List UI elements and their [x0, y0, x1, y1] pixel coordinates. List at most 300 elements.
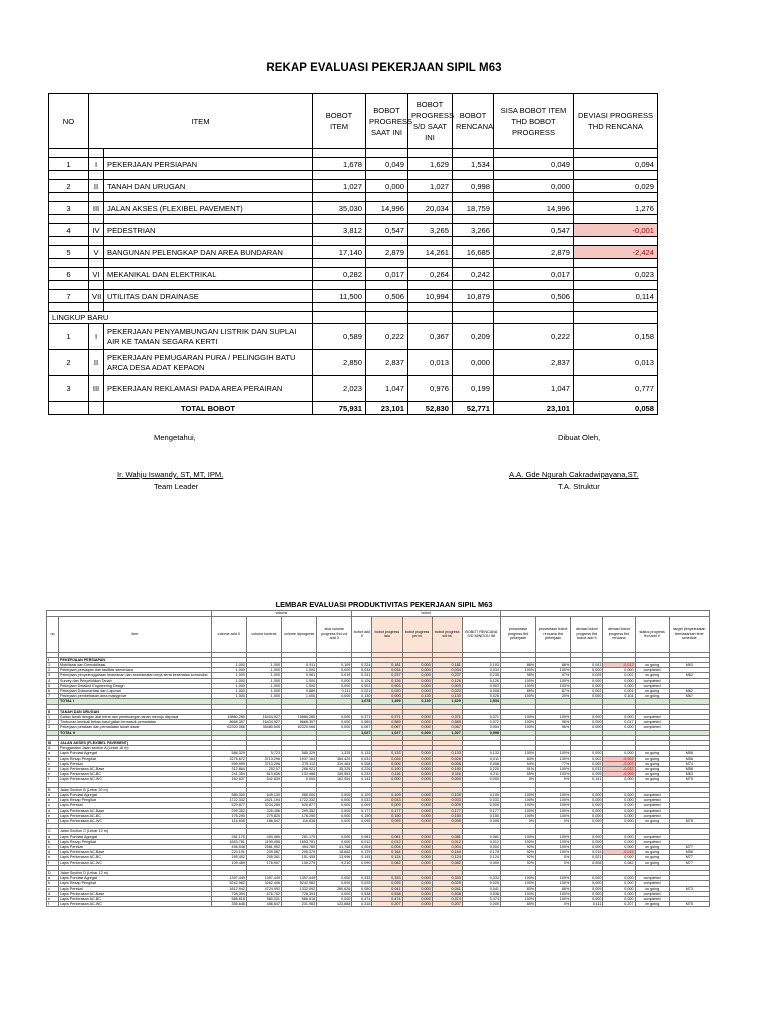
evap-cell: 0,008 — [462, 689, 500, 694]
spacer-cell — [453, 193, 494, 202]
evap-item: Jalan Section B (Lebar 20 m) — [59, 787, 212, 792]
evap-cell: 0,000 — [402, 662, 432, 667]
evap-cell: 2581,992 — [246, 845, 281, 850]
evap-cell: 0,000 — [603, 793, 635, 798]
total-sisa: 23,101 — [494, 402, 574, 415]
evap-cell: 0,000 — [317, 876, 352, 881]
evap-cell: 585,329 — [282, 751, 317, 756]
evap-cell: 0,082 — [432, 860, 462, 865]
evap-cell: 1,027 — [372, 730, 402, 735]
row-item: UTILITAS DAN DRAINASE — [104, 290, 313, 303]
evap-cell: 0,000 — [603, 876, 635, 881]
evap-header: sisa volume progress thd vol add II — [317, 616, 352, 652]
evap-cell: 286,921 — [282, 767, 317, 772]
evap-cell: 0,130 — [402, 694, 432, 699]
evap-cell: 0,181 — [372, 662, 402, 667]
spacer-cell — [408, 281, 453, 290]
cell-rencana: 0,199 — [453, 376, 494, 402]
evap-item: Lapis Perekat — [59, 803, 212, 808]
header-bobot-item: BOBOT ITEM — [313, 94, 366, 149]
spacer-cell — [89, 171, 104, 180]
cell-bobot-item: 17,140 — [313, 246, 366, 259]
row-item: JALAN AKSES (FLEXIBEL PAVEMENT) — [104, 202, 313, 215]
evap-cell: 0,009 — [462, 803, 500, 808]
evap-cell: 0,000 — [462, 902, 500, 907]
evap-cell: 1332,092 — [282, 886, 317, 891]
spacer-cell — [366, 171, 408, 180]
evap-cell: 0,033 — [352, 798, 372, 803]
spacer-cell — [574, 193, 658, 202]
cell-progress-sd: 10,994 — [408, 290, 453, 303]
evap-cell: 1,000 — [282, 668, 317, 673]
evap-cell: 1653,781 — [282, 839, 317, 844]
cell-progress-sd: 0,264 — [408, 268, 453, 281]
evap-header: bobot progress per ini — [402, 616, 432, 652]
evap-cell: 589,000 — [211, 793, 246, 798]
evap-cell: 0,124 — [432, 855, 462, 860]
spacer-cell — [408, 237, 453, 246]
cell-rencana: 1,534 — [453, 158, 494, 171]
header-item: ITEM — [89, 94, 313, 149]
evap-cell: 100% — [500, 813, 535, 818]
evap-status: on going — [635, 845, 669, 850]
evap-cell: 0,000 — [603, 819, 635, 824]
row-roman: II — [89, 350, 104, 376]
header-bobot-rencana: BOBOT RENCANA — [453, 94, 494, 149]
evap-item: Mobilisasi dan Demobilisasi — [59, 662, 212, 667]
evap-no: A — [47, 746, 59, 751]
evap-cell: 0,034 — [372, 668, 402, 673]
evap-cell: 0,233 — [352, 772, 372, 777]
evap-cell: 0,000 — [603, 808, 635, 813]
evap-cell: 9,210 — [317, 860, 352, 865]
evap-header: prosentase bobot rencana thd pekerjaan — [536, 616, 571, 652]
evap-item: Lapis Perkerasan AC-WC — [59, 902, 212, 907]
evap-cell: 0,000 — [402, 756, 432, 761]
evap-cell: 299,352 — [211, 808, 246, 813]
evap-cell: 0,000 — [432, 777, 462, 782]
evap-cell: 0,000 — [402, 850, 432, 855]
evap-status: completed — [635, 891, 669, 896]
evap-cell: 0% — [536, 819, 571, 824]
evap-no: f — [47, 902, 59, 907]
evap-cell: 0,237 — [432, 673, 462, 678]
spacer-cell — [494, 237, 574, 246]
evap-cell: 0,050 — [352, 886, 372, 891]
evap-cell: 0% — [536, 855, 571, 860]
empty-cell — [89, 402, 104, 415]
evap-cell: 0,000 — [402, 678, 432, 683]
evap-cell: 252,57 — [246, 767, 281, 772]
evap-cell: 0,000 — [603, 798, 635, 803]
evap-cell: 0,067 — [372, 725, 402, 730]
evap-item: Lapis Perekat — [59, 886, 212, 891]
evap-cell: 0,000 — [402, 673, 432, 678]
evap-cell: 132,488 — [282, 772, 317, 777]
evap-cell: 186,547 — [246, 819, 281, 824]
evap-target: M62 — [669, 689, 709, 694]
evap-cell: 1,000 — [246, 662, 281, 667]
cell-progress: 2,879 — [366, 246, 408, 259]
evap-cell: 2276,672 — [211, 756, 246, 761]
evap-cell: 77% — [536, 761, 571, 766]
evap-cell: 100% — [536, 683, 571, 688]
evap-cell: 0,111 — [317, 689, 352, 694]
spacer-cell — [104, 303, 313, 312]
evap-cell: 0,000 — [603, 891, 635, 896]
evap-cell: 0,033 — [571, 767, 603, 772]
total-bobot-item: 75,931 — [313, 402, 366, 415]
evap-cell: 83% — [500, 886, 535, 891]
evap-cell: 0,000 — [282, 777, 317, 782]
evap-no: c — [47, 761, 59, 766]
evap-cell: 116,838 — [211, 819, 246, 824]
evap-status: on going — [635, 761, 669, 766]
evap-cell: 0,474 — [432, 897, 462, 902]
evap-cell: 1,000 — [211, 673, 246, 678]
evap-no: d — [47, 808, 59, 813]
evap-status: on going — [635, 756, 669, 761]
evap-cell: 0,911 — [282, 662, 317, 667]
evap-no: I — [47, 657, 59, 662]
evap-cell: 0,104 — [603, 694, 635, 699]
evap-no: e — [47, 772, 59, 777]
evap-target: M73 — [669, 886, 709, 891]
spacer-cell — [453, 237, 494, 246]
evap-no: a — [47, 834, 59, 839]
evap-cell: 0,000 — [402, 668, 432, 673]
evap-cell: 100% — [536, 808, 571, 813]
evap-cell: 0,109 — [462, 793, 500, 798]
evap-cell: 0,226 — [352, 767, 372, 772]
cell-bobot-item: 2,850 — [313, 350, 366, 376]
spacer-cell — [366, 149, 408, 158]
spacer-cell — [408, 193, 453, 202]
evap-cell: 0,000 — [402, 813, 432, 818]
cell-bobot-item: 1,027 — [313, 180, 366, 193]
evap-cell: 54% — [500, 761, 535, 766]
evap-cell: 0,000 — [571, 803, 603, 808]
evap-cell: 100% — [500, 683, 535, 688]
evap-header: volume diprogress — [282, 616, 317, 652]
spacer-cell — [104, 215, 313, 224]
evap-cell: 0,004 — [372, 845, 402, 850]
evap-cell: 295,361 — [246, 855, 281, 860]
cell-sisa: 0,049 — [494, 158, 574, 171]
evap-cell: 0,000 — [402, 881, 432, 886]
evap-no: f — [47, 819, 59, 824]
spacer-cell — [104, 171, 313, 180]
evap-cell: 100% — [500, 881, 535, 886]
spacer-cell — [89, 193, 104, 202]
evap-item: Penggantian Jalan section A (Lebar 16 m) — [59, 746, 212, 751]
evap-cell: 15880,280 — [211, 715, 246, 720]
evap-cell: 0,133 — [372, 751, 402, 756]
empty-cell — [366, 312, 408, 324]
evap-cell: 0,000 — [603, 683, 635, 688]
spacer-cell — [49, 215, 89, 224]
cell-sisa: 0,547 — [494, 224, 574, 237]
evap-cell: 0,012 — [432, 839, 462, 844]
evap-cell: 0,020 — [432, 689, 462, 694]
row-item: PEDESTRIAN — [104, 224, 313, 237]
evap-cell: 0,141 — [571, 777, 603, 782]
cell-progress: 0,017 — [366, 268, 408, 281]
evap-status: completed — [635, 876, 669, 881]
evap-cell: 0,000 — [603, 897, 635, 902]
evap-cell: 205,379 — [282, 850, 317, 855]
evap-cell: 20% — [536, 694, 571, 699]
evap-cell: 0,000 — [372, 694, 402, 699]
evap-cell: 100% — [536, 850, 571, 855]
evap-status: completed — [635, 798, 669, 803]
cell-deviasi: 0,029 — [574, 180, 658, 193]
evap-target: M62 — [669, 673, 709, 678]
evap-cell: 0,474 — [372, 897, 402, 902]
evap-cell: 0,000 — [317, 834, 352, 839]
evap-cell: 1612,942 — [211, 886, 246, 891]
evap-cell: 0,000 — [317, 813, 352, 818]
cell-rencana: 0,209 — [453, 324, 494, 350]
evap-cell: 100% — [500, 720, 535, 725]
evap-item: Pekerjaan penyelenggaraan keamanan dan keselamatan kerja serta kesehatan konstruksi — [59, 673, 212, 678]
evap-cell: 364,429 — [317, 756, 352, 761]
evap-cell: 0,000 — [571, 798, 603, 803]
spacer-cell — [453, 259, 494, 268]
evap-cell: 109,553 — [317, 772, 352, 777]
evap-cell: 0,000 — [462, 777, 500, 782]
sheet2-title: LEMBAR EVALUASI PRODUKTIVITAS PEKERJAAN SIPIL M63 — [275, 600, 493, 609]
evap-cell: 0,000 — [317, 819, 352, 824]
spacer-row — [49, 215, 658, 224]
evap-cell: 0,000 — [317, 720, 352, 725]
evap-cell: 649,130 — [246, 793, 281, 798]
evap-cell: 0,000 — [317, 725, 352, 730]
evap-cell: 1190,496 — [246, 839, 281, 844]
spacer-cell — [313, 237, 366, 246]
evap-cell: 589,000 — [282, 793, 317, 798]
evap-item: Pekerjaan pembebasan area masygrove — [59, 694, 212, 699]
evap-status: completed — [635, 678, 669, 683]
evap-cell: 176,290 — [282, 813, 317, 818]
evap-status: on going — [635, 860, 669, 865]
cell-progress: 1,047 — [366, 376, 408, 402]
evap-cell: 0,000 — [571, 819, 603, 824]
evap-cell: -0,003 — [603, 761, 635, 766]
row-roman: II — [89, 180, 104, 193]
total-progress-sd: 52,830 — [408, 402, 453, 415]
evap-cell: 0,164 — [432, 850, 462, 855]
evap-status: on going — [635, 662, 669, 667]
evap-cell: 0,000 — [402, 761, 432, 766]
evap-cell: 0,000 — [571, 751, 603, 756]
evap-cell: 1653,781 — [211, 839, 246, 844]
cell-bobot-item: 35,030 — [313, 202, 366, 215]
evap-cell: 0,000 — [372, 777, 402, 782]
evap-cell: 0,000 — [571, 808, 603, 813]
evap-item: Lapis Perekat — [59, 761, 212, 766]
evap-cell: 100% — [500, 793, 535, 798]
evap-no: c — [47, 886, 59, 891]
evap-cell: 1,000 — [246, 694, 281, 699]
evap-cell: 0,889 — [282, 689, 317, 694]
evap-cell: 100,279 — [282, 860, 317, 865]
lingkup-label: LINGKUP BARU — [49, 312, 313, 324]
evap-no: D — [47, 871, 59, 876]
spacer-cell — [89, 303, 104, 312]
evap-cell: 0,041 — [432, 886, 462, 891]
evap-cell: 319,464 — [317, 761, 352, 766]
evap-cell: 0,067 — [352, 725, 372, 730]
evap-cell: 0,025 — [352, 881, 372, 886]
evap-item: Lapis Pondasi Agregat — [59, 751, 212, 756]
row-roman: IV — [89, 224, 104, 237]
evap-cell: 3713,296 — [246, 756, 281, 761]
evap-header: no — [47, 616, 59, 652]
evap-cell: 0,000 — [402, 683, 432, 688]
evap-cell: 0,150 — [432, 813, 462, 818]
evap-cell: 0,235 — [462, 673, 500, 678]
cell-progress-sd: 20,034 — [408, 202, 453, 215]
evap-cell: 0,000 — [571, 876, 603, 881]
row-no: 7 — [49, 290, 89, 303]
evap-cell: 100% — [500, 668, 535, 673]
evap-cell: 529,877 — [282, 803, 317, 808]
evap-cell: 0,081 — [432, 834, 462, 839]
evap-cell: 0,000 — [402, 751, 432, 756]
evap-no: d — [47, 850, 59, 855]
evap-cell: 0,589 — [372, 720, 402, 725]
rekap-row — [49, 324, 658, 350]
evap-no: d — [47, 767, 59, 772]
evap-cell: 5,723 — [246, 751, 281, 756]
spacer-cell — [494, 171, 574, 180]
spacer-cell — [49, 193, 89, 202]
evap-cell: 0,026 — [432, 756, 462, 761]
total-rencana: 52,771 — [453, 402, 494, 415]
evap-cell: 0,474 — [352, 897, 372, 902]
row-roman: III — [89, 202, 104, 215]
evap-status: completed — [635, 839, 669, 844]
evap-cell: 1,000 — [282, 678, 317, 683]
evap-cell: 0,034 — [462, 668, 500, 673]
evap-cell: 0,109 — [432, 793, 462, 798]
evap-cell: 0,000 — [402, 819, 432, 824]
evap-cell: 1,000 — [211, 689, 246, 694]
evap-status: completed — [635, 725, 669, 730]
evap-cell: 0,095 — [372, 819, 402, 824]
evap-cell: 0,033 — [432, 798, 462, 803]
evap-cell: 0,054 — [462, 725, 500, 730]
evap-item: Survey dan Penyelidikan Tanah — [59, 678, 212, 683]
spacer-cell — [313, 171, 366, 180]
evap-item: Lapis Perkerasan AC-BC — [59, 897, 212, 902]
evap-cell: 1722,332 — [282, 798, 317, 803]
evap-cell: 100% — [536, 834, 571, 839]
evap-cell: -0,012 — [603, 662, 635, 667]
evap-no: e — [47, 813, 59, 818]
evap-cell: -0,002 — [603, 756, 635, 761]
row-no: 3 — [49, 376, 89, 402]
evap-cell: 0,124 — [462, 855, 500, 860]
evap-cell: 0,002 — [571, 756, 603, 761]
evap-target: M58 — [669, 756, 709, 761]
evap-item: TOTAL I — [59, 699, 212, 704]
evap-cell: 0,000 — [603, 834, 635, 839]
evap-header: item — [59, 616, 212, 652]
sign-left-name: Ir. Wahju Iswandy, ST, MT, IPM. — [117, 470, 224, 479]
evap-cell: 0,000 — [603, 777, 635, 782]
evap-cell: 100% — [536, 772, 571, 777]
evap-cell: 100% — [500, 839, 535, 844]
evap-cell: 0,021 — [352, 689, 372, 694]
evap-cell: 1,027 — [432, 730, 462, 735]
evap-cell: 586,618 — [211, 897, 246, 902]
cell-progress-sd: 1,629 — [408, 158, 453, 171]
page-title: REKAP EVALUASI PEKERJAAN SIPIL M63 — [266, 62, 502, 74]
evap-cell: 224,191 — [211, 850, 246, 855]
evap-cell: 0,371 — [352, 715, 372, 720]
evap-no: 7 — [47, 694, 59, 699]
evap-no: b — [47, 839, 59, 844]
evap-header: status progress thd add II — [635, 616, 669, 652]
lingkup-row — [49, 312, 658, 324]
evap-cell: 92% — [500, 860, 535, 865]
evap-cell: 0,095 — [352, 819, 372, 824]
evap-cell: 0,081 — [352, 834, 372, 839]
evap-target: M77 — [669, 845, 709, 850]
spacer-cell — [104, 237, 313, 246]
evap-cell: 0,000 — [603, 839, 635, 844]
evap-cell: 0,179 — [352, 850, 372, 855]
cell-deviasi: 0,023 — [574, 268, 658, 281]
cell-sisa: 0,017 — [494, 268, 574, 281]
cell-rencana: 16,685 — [453, 246, 494, 259]
sign-right-name: A.A. Gde Ngurah Cakradwipayana,ST. — [509, 470, 639, 479]
evap-status: completed — [635, 834, 669, 839]
evap-cell: 0,000 — [317, 891, 352, 896]
evap-cell: 0,001 — [603, 689, 635, 694]
cell-progress-sd: 0,367 — [408, 324, 453, 350]
evap-cell: 100% — [500, 798, 535, 803]
evap-item: Lapis Resap Pengikat — [59, 839, 212, 844]
evap-no: a — [47, 876, 59, 881]
evap-cell: 496,548 — [211, 845, 246, 850]
evap-row — [47, 902, 710, 907]
evap-cell: 8668,357 — [211, 720, 246, 725]
spacer-cell — [49, 171, 89, 180]
evap-cell: 0,000 — [317, 683, 352, 688]
spacer-cell — [89, 215, 104, 224]
evap-cell: 1397,449 — [282, 876, 317, 881]
evap-cell: 0,133 — [462, 751, 500, 756]
evap-header: volume add II — [211, 616, 246, 652]
column-header-row — [47, 616, 710, 652]
evap-cell: 0,000 — [462, 860, 500, 865]
rekap-row — [49, 180, 658, 193]
row-roman: I — [89, 324, 104, 350]
evap-cell: 0,031 — [352, 756, 372, 761]
evap-cell: 813,836 — [246, 772, 281, 777]
evap-no: c — [47, 845, 59, 850]
evap-item: Galian tanah dengan alat berat dan pembuangan tanah menuju disposal — [59, 715, 212, 720]
rekap-row — [49, 158, 658, 171]
evap-cell: 0,538 — [352, 891, 372, 896]
evap-cell: 0,224 — [352, 662, 372, 667]
header-bobot-progress: BOBOT PROGRESS SAAT INI — [366, 94, 408, 149]
row-item: TANAH DAN URUGAN — [104, 180, 313, 193]
cell-progress-sd: 14,261 — [408, 246, 453, 259]
